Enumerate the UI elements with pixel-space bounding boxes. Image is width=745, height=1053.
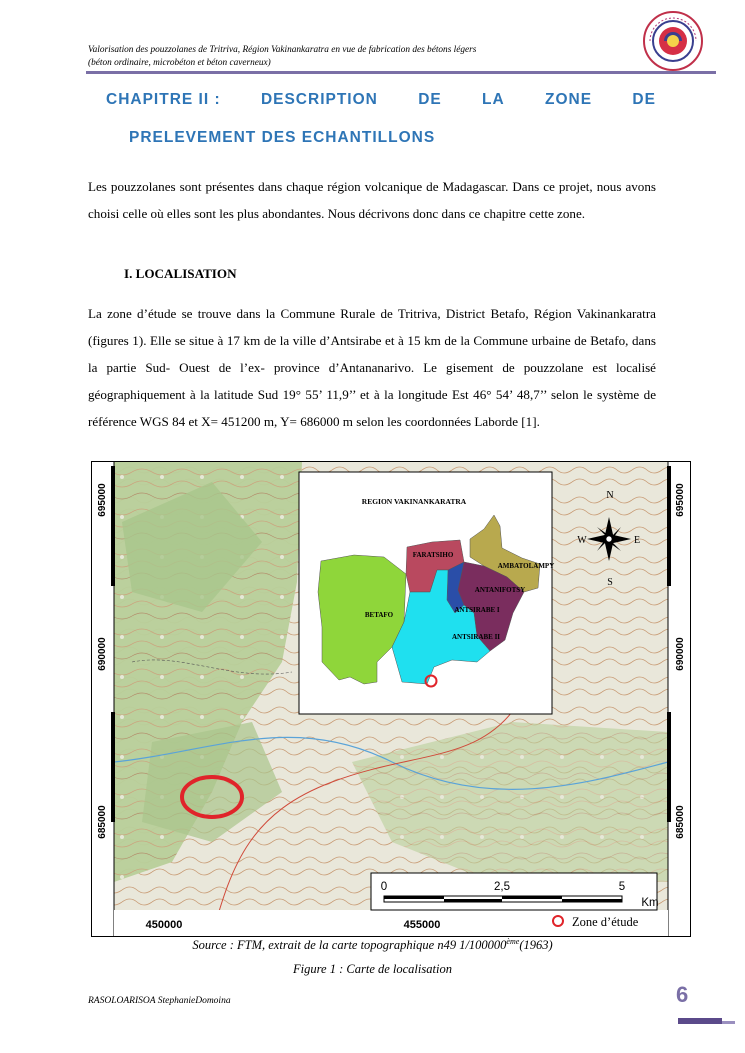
scale-unit: Km — [641, 897, 659, 909]
scale-bar-box — [371, 873, 657, 910]
x-label-450000: 450000 — [145, 919, 183, 931]
scale-tick-2-5: 2,5 — [494, 881, 510, 893]
district-label-faratsiho: FARATSIHO — [412, 551, 454, 559]
y-label-right-695000: 695000 — [675, 483, 686, 517]
header-rule — [86, 71, 716, 74]
inset-title: REGION VAKINANKARATRA — [361, 497, 467, 506]
chapter-word: DE — [418, 91, 442, 108]
district-label-antsirabe-1: ANTSIRABE I — [454, 606, 500, 614]
header-line-2: (béton ordinaire, microbéton et béton caverneux) — [88, 58, 271, 68]
chapter-word: DESCRIPTION — [260, 91, 378, 108]
chapter-word: DE — [632, 91, 656, 108]
university-logo — [642, 10, 704, 72]
source-year: (1963) — [519, 938, 553, 953]
compass-north: N — [606, 490, 614, 501]
header-line-1: Valorisation des pouzzolanes de Tritriva, Région Vakinankaratra en vue de fabrication des bétons légers — [88, 45, 477, 55]
chapter-title-line-2: PRELEVEMENT DES ECHANTILLONS — [129, 129, 436, 146]
scale-bar — [384, 896, 622, 902]
page-number-bar — [678, 1018, 722, 1024]
location-map — [91, 461, 691, 937]
source-text: Source : FTM, extrait de la carte topographique n49 1/100000 — [192, 938, 507, 953]
source-superscript: ème — [506, 937, 520, 946]
chapter-word: CHAPITRE II : — [106, 91, 221, 108]
chapter-word: ZONE — [545, 91, 593, 108]
scale-tick-0: 0 — [380, 881, 388, 893]
x-label-455000: 455000 — [403, 919, 441, 931]
y-label-right-685000: 685000 — [675, 805, 686, 839]
y-label-690000: 690000 — [97, 637, 108, 671]
district-label-antsirabe-2: ANTSIRABE II — [451, 633, 501, 641]
district-label-betafo: BETAFO — [364, 611, 394, 619]
y-label-right-690000: 690000 — [675, 637, 686, 671]
page-number: 6 — [676, 982, 689, 1007]
chapter-title-line-1 — [106, 91, 656, 109]
localisation-paragraph: La zone d’étude se trouve dans la Commune Rurale de Tritriva, District Betafo, Région Vakinankaratra (figures 1). Elle se situe à 17 km de la ville d’Antsirabe et à 15 km de la Commune urbaine de Betafo, dans la partie Sud- Ouest de l’ex- province d’Antananarivo. Le gisement de pouzzolane est localisé géographiquement à la latitude Sud 19° 55’ 11,9’’ et à la longitude Est 46° 54’ 48,7’’ selon le système de référence WGS 84 et X= 451200 m, Y= 686000 m selon les coordonnées Laborde [1]. — [88, 306, 656, 429]
district-label-antanifotsy: ANTANIFOTSY — [474, 586, 526, 594]
y-label-695000: 695000 — [97, 483, 108, 517]
compass-east: E — [633, 535, 641, 546]
scale-tick-5: 5 — [618, 881, 626, 893]
district-label-ambatolampy: AMBATOLAMPY — [497, 562, 555, 570]
section-heading: I. LOCALISATION — [124, 266, 237, 281]
chapter-word: LA — [482, 91, 505, 108]
legend-zone: Zone d’étude — [572, 915, 639, 929]
y-label-685000: 685000 — [97, 805, 108, 839]
figure-caption: Figure 1 : Carte de localisation — [293, 962, 452, 976]
page-number-bar-tail — [722, 1021, 735, 1024]
map-source-caption — [0, 937, 745, 953]
intro-paragraph: Les pouzzolanes sont présentes dans chaque région volcanique de Madagascar. Dans ce projet, nous avons choisi celle où elles sont les plus abondantes. Nous décrivons donc dans ce chapitre cette zone. — [88, 179, 656, 221]
running-header — [88, 44, 648, 70]
footer-author: RASOLOARISOA StephanieDomoina — [88, 996, 231, 1006]
compass-south: S — [607, 577, 613, 588]
topographic-map — [92, 462, 690, 936]
compass-west: W — [577, 535, 587, 546]
